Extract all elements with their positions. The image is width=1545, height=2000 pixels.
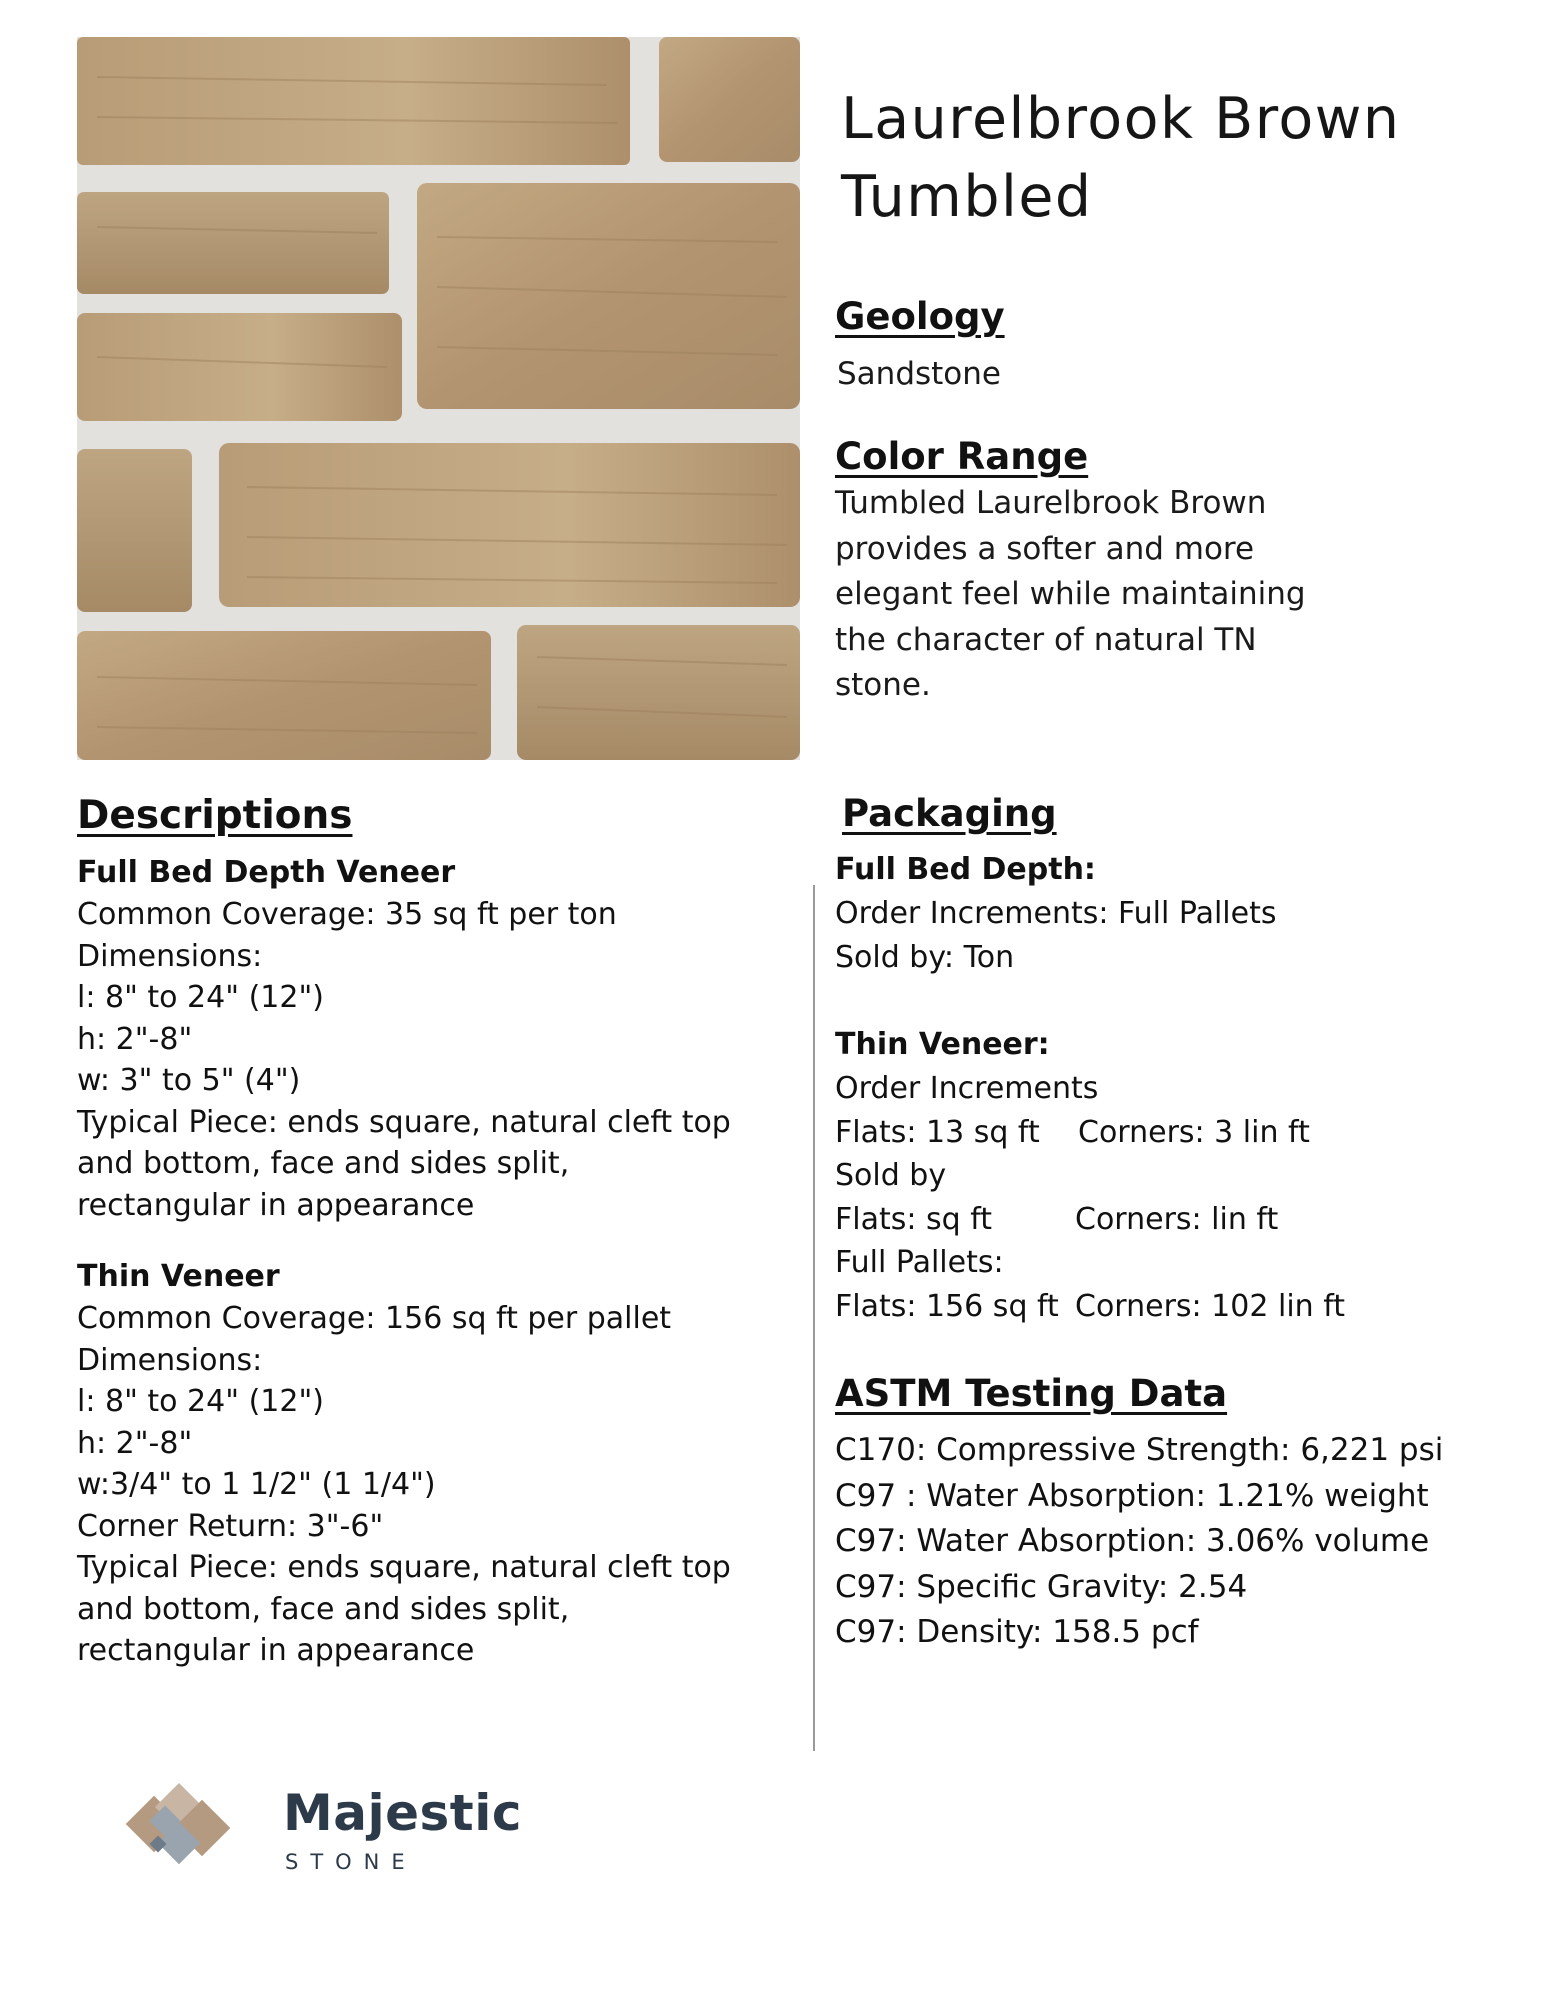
packaging-line: Sold by: Ton (835, 939, 1015, 975)
thin-veneer-description (77, 1256, 767, 1672)
packaging-heading: Packaging (842, 792, 1057, 835)
sold-flats: Flats: sq ft (835, 1201, 993, 1237)
product-title: Laurelbrook Brown Tumbled (841, 86, 1401, 230)
astm-data (835, 1428, 1475, 1656)
description-line: h: 2"-8" (77, 1021, 193, 1057)
description-line: l: 8" to 24" (12") (77, 980, 324, 1015)
description-line: Typical Piece: ends square, natural cleft top (77, 1104, 731, 1140)
description-line: rectangular in appearance (77, 1187, 475, 1223)
color-range-line: the character of natural TN (835, 621, 1257, 658)
astm-line: C97 : Water Absorption: 1.21% weight (835, 1477, 1429, 1514)
description-line: Dimensions: (77, 938, 263, 974)
description-line: w: 3" to 5" (4") (77, 1063, 301, 1098)
column-divider (813, 885, 815, 1751)
order-corners: Corners: 3 lin ft (1078, 1114, 1310, 1150)
description-line: Common Coverage: 156 sq ft per pallet (77, 1301, 672, 1336)
logo-subtext: STONE (285, 1850, 417, 1874)
pallet-flats: Flats: 156 sq ft (835, 1288, 1059, 1324)
thin-veneer-packaging-subheading: Thin Veneer: (835, 1027, 1050, 1062)
astm-line: C97: Specific Gravity: 2.54 (835, 1568, 1248, 1605)
astm-line: C97: Density: 158.5 pcf (835, 1614, 1199, 1650)
logo-wordmark: Majestic (283, 1784, 522, 1842)
description-line: Typical Piece: ends square, natural cleft top (77, 1550, 731, 1585)
color-range-line: elegant feel while maintaining (835, 576, 1306, 612)
sold-by-label: Sold by (835, 1158, 947, 1193)
pallet-corners: Corners: 102 lin ft (1075, 1288, 1345, 1324)
description-line: and bottom, face and sides split, (77, 1146, 570, 1181)
full-bed-packaging-subheading: Full Bed Depth: (835, 852, 1096, 887)
full-bed-subheading: Full Bed Depth Veneer (77, 855, 456, 890)
order-increments-row (835, 1111, 1395, 1155)
description-line: w:3/4" to 1 1/2" (1 1/4") (77, 1467, 436, 1502)
astm-line: C170: Compressive Strength: 6,221 psi (835, 1432, 1444, 1468)
order-flats: Flats: 13 sq ft (835, 1114, 1040, 1150)
description-line: l: 8" to 24" (12") (77, 1384, 324, 1419)
astm-line: C97: Water Absorption: 3.06% volume (835, 1523, 1430, 1559)
full-bed-packaging (835, 848, 1395, 979)
astm-heading: ASTM Testing Data (835, 1372, 1228, 1415)
color-range-line: provides a softer and more (835, 530, 1255, 567)
description-line: Corner Return: 3"-6" (77, 1508, 384, 1544)
geology-value: Sandstone (837, 356, 1001, 392)
full-pallets-label: Full Pallets: (835, 1245, 1004, 1280)
order-increments-label: Order Increments (835, 1071, 1099, 1106)
full-pallets-row (835, 1285, 1395, 1329)
description-line: h: 2"-8" (77, 1425, 193, 1461)
description-line: Common Coverage: 35 sq ft per ton (77, 897, 617, 932)
descriptions-heading: Descriptions (77, 793, 353, 838)
packaging-line: Order Increments: Full Pallets (835, 896, 1277, 931)
thin-veneer-subheading: Thin Veneer (77, 1259, 280, 1294)
sold-corners: Corners: lin ft (1075, 1201, 1279, 1237)
geology-heading: Geology (835, 295, 1005, 338)
description-line: Dimensions: (77, 1342, 263, 1378)
color-range-line: stone. (835, 667, 931, 703)
color-range-heading: Color Range (835, 435, 1089, 478)
color-range-text (835, 481, 1355, 709)
sold-by-row (835, 1198, 1395, 1242)
full-bed-description (77, 852, 767, 1226)
description-line: rectangular in appearance (77, 1633, 475, 1668)
description-line: and bottom, face and sides split, (77, 1591, 570, 1627)
thin-veneer-packaging (835, 1023, 1395, 1328)
stone-sample-photo (77, 37, 800, 760)
color-range-line: Tumbled Laurelbrook Brown (835, 485, 1267, 521)
